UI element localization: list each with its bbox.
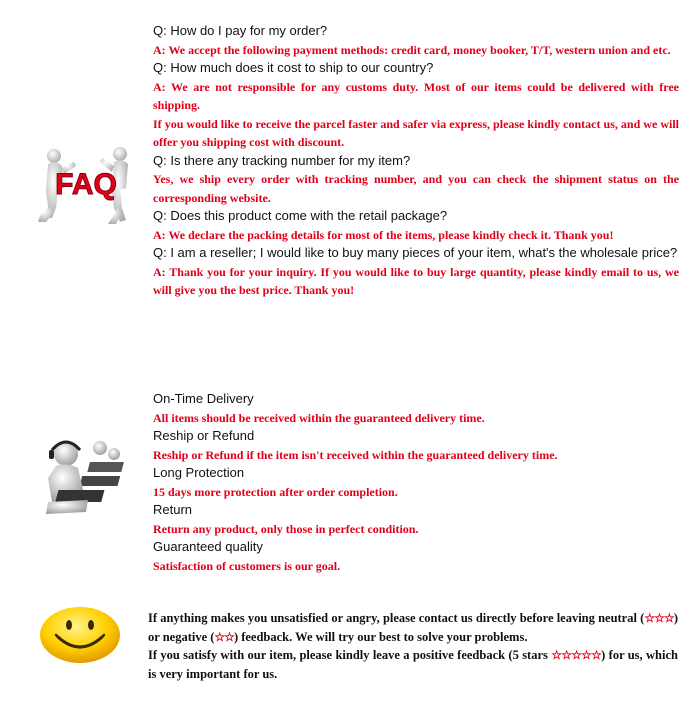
faq-question: Q: How much does it cost to ship to our country? <box>153 60 434 75</box>
service-desc: Satisfaction of customers is our goal. <box>153 558 341 573</box>
service-title: Long Protection <box>153 465 245 480</box>
faq-answer: Yes, we ship every order with tracking number, and you can check the shipment status on the corresponding website. <box>153 172 679 205</box>
service-desc: Return any product, only those in perfect condition. <box>153 521 419 536</box>
faq-item <box>153 207 679 244</box>
service-item <box>153 464 679 501</box>
faq-item <box>153 152 679 208</box>
feedback-text-run: ) for us, which is very important for us. <box>148 648 678 681</box>
service-item <box>153 390 679 427</box>
faq-item <box>153 244 679 300</box>
feedback-text-run: ) or negative ( <box>148 611 678 644</box>
faq-item <box>153 22 679 59</box>
faq-answer: A: We declare the packing details for most of the items, please kindly check it. Thank you! <box>153 227 614 242</box>
service-desc: All items should be received within the guaranteed delivery time. <box>153 410 485 425</box>
faq-item <box>153 59 679 152</box>
feedback-text-run: If anything makes you unsatisfied or angry, please contact us directly before leaving neutral ( <box>148 611 645 625</box>
service-desc: Reship or Refund if the item isn't received within the guaranteed delivery time. <box>153 447 558 462</box>
faq-answer: A: We accept the following payment methods: credit card, money booker, T/T, western union and etc. <box>153 42 671 57</box>
feedback-paragraph-2 <box>148 646 678 683</box>
feedback-paragraph-1 <box>148 609 678 646</box>
feedback-text-run: ) feedback. We will try our best to solve your problems. <box>233 629 528 644</box>
headset-operators-icon <box>38 432 138 524</box>
service-item <box>153 538 679 575</box>
faq-list <box>153 22 679 300</box>
faq-answer: If you would like to receive the parcel faster and safer via express, please kindly contact us, and we will offer you shipping cost with discount. <box>153 116 679 149</box>
neutral-stars-icon: ☆☆☆ <box>644 611 674 625</box>
service-title: On-Time Delivery <box>153 391 254 406</box>
service-illustration <box>38 432 138 524</box>
feedback-text-run: If you satisfy with our item, please kindly leave a positive feedback (5 stars <box>148 648 552 662</box>
faq-question: Q: Is there any tracking number for my item? <box>153 152 411 168</box>
smiley-illustration <box>38 605 122 665</box>
service-list <box>153 390 679 575</box>
faq-people-icon <box>34 142 138 230</box>
faq-logo-text: FAQ <box>55 168 117 201</box>
service-title: Return <box>153 502 193 517</box>
service-desc: 15 days more protection after order completion. <box>153 484 398 499</box>
faq-question: Q: I am a reseller; I would like to buy many pieces of your item, what's the wholesale price? <box>153 245 678 260</box>
service-item <box>153 427 679 464</box>
faq-illustration <box>34 142 138 230</box>
faq-answer: A: Thank you for your inquiry. If you would like to buy large quantity, please kindly email to us, we will give you the best price. Thank you! <box>153 264 679 297</box>
service-title: Reship or Refund <box>153 428 255 443</box>
service-title: Guaranteed quality <box>153 539 263 554</box>
smiley-face-icon <box>38 605 122 665</box>
service-section <box>0 390 696 575</box>
negative-stars-icon: ☆☆ <box>214 629 234 644</box>
faq-question: Q: How do I pay for my order? <box>153 23 328 38</box>
feedback-text <box>148 609 678 683</box>
positive-stars-icon: ☆☆☆☆☆ <box>551 648 602 662</box>
faq-answer: A: We are not responsible for any customs duty. Most of our items could be delivered with free shipping. <box>153 79 679 112</box>
feedback-section <box>0 605 696 690</box>
faq-question: Q: Does this product come with the retail package? <box>153 208 448 223</box>
service-item <box>153 501 679 538</box>
faq-section <box>0 22 696 352</box>
